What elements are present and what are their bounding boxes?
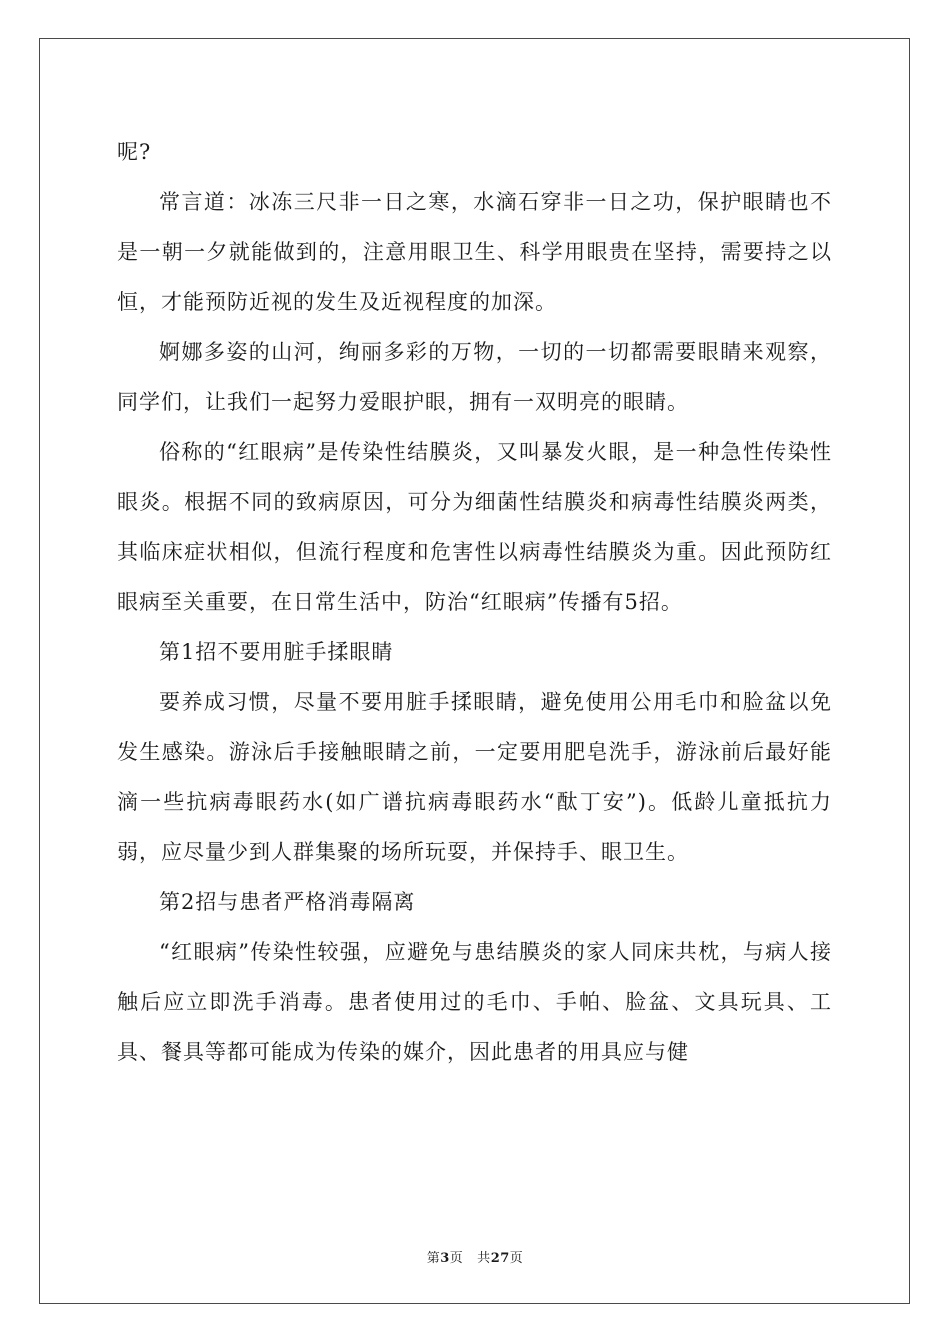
section-heading: 第1招不要用脏手揉眼睛 (159, 640, 394, 664)
paragraph: 呢? (117, 140, 152, 164)
page-footer (0, 1247, 950, 1266)
paragraph: “红眼病”传染性较强，应避免与患结膜炎的家人同床共枕，与病人接触后应立即洗手消毒。患者使用过的毛巾、手帕、脸盆、文具玩具、工具、餐具等都可能成为传染的媒介，因此患者的用具应与健 (117, 940, 832, 1064)
footer-total-prefix: 共 (477, 1251, 491, 1266)
current-page-number: 3 (440, 1251, 450, 1266)
paragraph: 常言道：冰冻三尺非一日之寒，水滴石穿非一日之功，保护眼睛也不是一朝一夕就能做到的，注意用眼卫生、科学用眼贵在坚持，需要持之以恒，才能预防近视的发生及近视程度的加深。 (117, 190, 832, 314)
paragraph: 婀娜多姿的山河，绚丽多彩的万物，一切的一切都需要眼睛来观察，同学们，让我们一起努力爱眼护眼，拥有一双明亮的眼睛。 (117, 340, 832, 414)
paragraph: 要养成习惯，尽量不要用脏手揉眼睛，避免使用公用毛巾和脸盆以免发生感染。游泳后手接触眼睛之前，一定要用肥皂洗手，游泳前后最好能滴一些抗病毒眼药水(如广谱抗病毒眼药水“酞丁安”)。低龄儿童抵抗力弱，应尽量少到人群集聚的场所玩耍，并保持手、眼卫生。 (117, 690, 832, 864)
footer-page-suffix: 页 (449, 1251, 464, 1266)
document-body (117, 127, 832, 1077)
section-heading: 第2招与患者严格消毒隔离 (159, 890, 416, 914)
paragraph: 俗称的“红眼病”是传染性结膜炎，又叫暴发火眼，是一种急性传染性眼炎。根据不同的致病原因，可分为细菌性结膜炎和病毒性结膜炎两类，其临床症状相似，但流行程度和危害性以病毒性结膜炎为重。因此预防红眼病至关重要，在日常生活中，防治“红眼病”传播有5招。 (117, 440, 832, 614)
total-page-count: 27 (490, 1251, 510, 1266)
footer-total-suffix: 页 (509, 1251, 524, 1266)
footer-prefix: 第 (426, 1251, 441, 1266)
